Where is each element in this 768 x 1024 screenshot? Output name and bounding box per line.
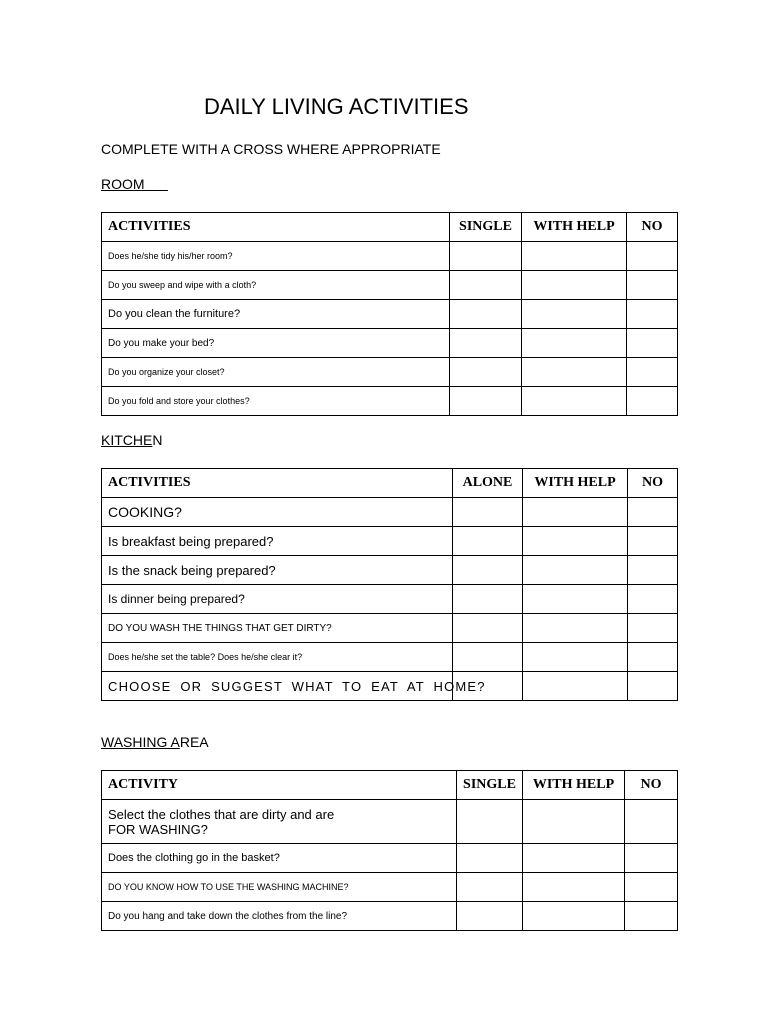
with-help-checkbox-cell[interactable] bbox=[523, 902, 625, 931]
no-checkbox-cell[interactable] bbox=[628, 527, 678, 556]
room-label-text: ROOM bbox=[101, 176, 145, 192]
header-with-help: WITH HELP bbox=[522, 213, 627, 242]
activity-question: Do you make your bed? bbox=[102, 329, 450, 358]
single-checkbox-cell[interactable] bbox=[457, 800, 523, 844]
header-with-help: WITH HELP bbox=[523, 771, 625, 800]
table-header-row bbox=[102, 771, 678, 800]
kitchen-label-underlined: KITCHE bbox=[101, 432, 153, 448]
table-row bbox=[102, 329, 678, 358]
header-alone: ALONE bbox=[453, 469, 523, 498]
with-help-checkbox-cell[interactable] bbox=[523, 672, 628, 701]
activity-question: Does he/she tidy his/her room? bbox=[102, 242, 450, 271]
header-activities: ACTIVITIES bbox=[102, 469, 453, 498]
table-header-row bbox=[102, 469, 678, 498]
single-checkbox-cell[interactable] bbox=[457, 902, 523, 931]
question-line: Select the clothes that are dirty and are bbox=[108, 806, 335, 822]
activity-question: Do you fold and store your clothes? bbox=[102, 387, 450, 416]
single-checkbox-cell[interactable] bbox=[450, 358, 522, 387]
instructions: COMPLETE WITH A CROSS WHERE APPROPRIATE bbox=[101, 141, 441, 157]
header-single: SINGLE bbox=[457, 771, 523, 800]
table-row bbox=[102, 614, 678, 643]
with-help-checkbox-cell[interactable] bbox=[522, 242, 627, 271]
table-row bbox=[102, 556, 678, 585]
with-help-checkbox-cell[interactable] bbox=[522, 358, 627, 387]
activity-question: Is the snack being prepared? bbox=[102, 556, 453, 585]
section-label-washing-area bbox=[101, 734, 209, 750]
alone-checkbox-cell[interactable] bbox=[453, 614, 523, 643]
activity-question bbox=[102, 800, 457, 844]
with-help-checkbox-cell[interactable] bbox=[523, 643, 628, 672]
activity-question: Do you hang and take down the clothes from the line? bbox=[102, 902, 457, 931]
section-label-kitchen bbox=[101, 432, 162, 448]
table-row bbox=[102, 585, 678, 614]
activity-question: COOKING? bbox=[102, 498, 453, 527]
no-checkbox-cell[interactable] bbox=[628, 585, 678, 614]
activity-question: CHOOSE OR SUGGEST WHAT TO EAT AT HOME? bbox=[102, 672, 453, 701]
table-row bbox=[102, 387, 678, 416]
no-checkbox-cell[interactable] bbox=[627, 300, 678, 329]
table-row bbox=[102, 300, 678, 329]
table-row bbox=[102, 873, 678, 902]
activity-question: Do you organize your closet? bbox=[102, 358, 450, 387]
no-checkbox-cell[interactable] bbox=[627, 329, 678, 358]
alone-checkbox-cell[interactable] bbox=[453, 556, 523, 585]
header-no: NO bbox=[627, 213, 678, 242]
kitchen-table bbox=[101, 468, 678, 701]
single-checkbox-cell[interactable] bbox=[457, 844, 523, 873]
activity-question: Is breakfast being prepared? bbox=[102, 527, 453, 556]
activity-question: Do you sweep and wipe with a cloth? bbox=[102, 271, 450, 300]
single-checkbox-cell[interactable] bbox=[450, 242, 522, 271]
with-help-checkbox-cell[interactable] bbox=[523, 844, 625, 873]
header-single: SINGLE bbox=[450, 213, 522, 242]
no-checkbox-cell[interactable] bbox=[627, 358, 678, 387]
no-checkbox-cell[interactable] bbox=[627, 242, 678, 271]
no-checkbox-cell[interactable] bbox=[627, 271, 678, 300]
no-checkbox-cell[interactable] bbox=[628, 643, 678, 672]
with-help-checkbox-cell[interactable] bbox=[523, 800, 625, 844]
header-activities: ACTIVITIES bbox=[102, 213, 450, 242]
no-checkbox-cell[interactable] bbox=[628, 498, 678, 527]
section-label-room bbox=[101, 176, 168, 192]
page-title: DAILY LIVING ACTIVITIES bbox=[204, 94, 469, 119]
washing-label-rest: REA bbox=[179, 734, 209, 750]
no-checkbox-cell[interactable] bbox=[625, 844, 678, 873]
single-checkbox-cell[interactable] bbox=[450, 271, 522, 300]
table-row bbox=[102, 527, 678, 556]
with-help-checkbox-cell[interactable] bbox=[523, 585, 628, 614]
no-checkbox-cell[interactable] bbox=[625, 873, 678, 902]
activity-question: Does he/she set the table? Does he/she clear it? bbox=[102, 643, 453, 672]
with-help-checkbox-cell[interactable] bbox=[523, 527, 628, 556]
washing-table bbox=[101, 770, 678, 931]
table-row bbox=[102, 800, 678, 844]
table-row bbox=[102, 498, 678, 527]
alone-checkbox-cell[interactable] bbox=[453, 527, 523, 556]
with-help-checkbox-cell[interactable] bbox=[523, 873, 625, 902]
table-row bbox=[102, 242, 678, 271]
with-help-checkbox-cell[interactable] bbox=[522, 271, 627, 300]
with-help-checkbox-cell[interactable] bbox=[523, 614, 628, 643]
alone-checkbox-cell[interactable] bbox=[453, 585, 523, 614]
with-help-checkbox-cell[interactable] bbox=[522, 300, 627, 329]
with-help-checkbox-cell[interactable] bbox=[523, 498, 628, 527]
activity-question: Do you clean the furniture? bbox=[102, 300, 450, 329]
alone-checkbox-cell[interactable] bbox=[453, 498, 523, 527]
header-with-help: WITH HELP bbox=[523, 469, 628, 498]
activity-question: Is dinner being prepared? bbox=[102, 585, 453, 614]
header-no: NO bbox=[625, 771, 678, 800]
header-no: NO bbox=[628, 469, 678, 498]
with-help-checkbox-cell[interactable] bbox=[522, 387, 627, 416]
no-checkbox-cell[interactable] bbox=[627, 387, 678, 416]
header-activity: ACTIVITY bbox=[102, 771, 457, 800]
question-line: FOR WASHING? bbox=[108, 821, 208, 837]
single-checkbox-cell[interactable] bbox=[457, 873, 523, 902]
no-checkbox-cell[interactable] bbox=[625, 902, 678, 931]
table-row bbox=[102, 358, 678, 387]
with-help-checkbox-cell[interactable] bbox=[523, 556, 628, 585]
kitchen-label-rest: N bbox=[152, 432, 163, 448]
room-table bbox=[101, 212, 678, 416]
single-checkbox-cell[interactable] bbox=[450, 300, 522, 329]
activity-question: Does the clothing go in the basket? bbox=[102, 844, 457, 873]
washing-label-underlined: WASHING A bbox=[101, 734, 180, 750]
no-checkbox-cell[interactable] bbox=[628, 614, 678, 643]
single-checkbox-cell[interactable] bbox=[450, 387, 522, 416]
table-row bbox=[102, 844, 678, 873]
no-checkbox-cell[interactable] bbox=[625, 800, 678, 844]
with-help-checkbox-cell[interactable] bbox=[522, 329, 627, 358]
activity-question: DO YOU WASH THE THINGS THAT GET DIRTY? bbox=[102, 614, 453, 643]
alone-checkbox-cell[interactable] bbox=[453, 643, 523, 672]
table-row bbox=[102, 271, 678, 300]
single-checkbox-cell[interactable] bbox=[450, 329, 522, 358]
no-checkbox-cell[interactable] bbox=[628, 556, 678, 585]
table-row bbox=[102, 672, 678, 701]
room-label-blank bbox=[145, 176, 168, 192]
table-row bbox=[102, 643, 678, 672]
no-checkbox-cell[interactable] bbox=[628, 672, 678, 701]
table-header-row bbox=[102, 213, 678, 242]
table-row bbox=[102, 902, 678, 931]
activity-question: DO YOU KNOW HOW TO USE THE WASHING MACHINE? bbox=[102, 873, 457, 902]
